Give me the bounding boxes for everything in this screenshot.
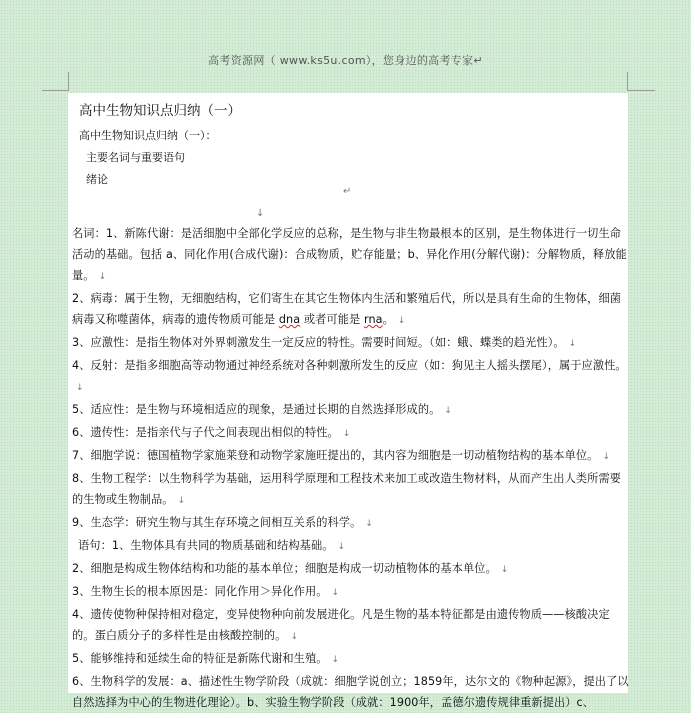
paragraph-8: 8、生物工程学：以生物科学为基础，运用科学原理和工程技术来加工或改造生物材料，从而产生出人类所需要的生物或生物制品。 ↓ [72, 472, 622, 506]
chapter-heading: 绪论 [86, 173, 108, 186]
paragraph-down-mark: ↓ [256, 208, 265, 219]
document-body [72, 103, 632, 713]
crop-mark-right-v [627, 72, 628, 91]
crop-mark-left-h [42, 90, 69, 91]
section-heading: 主要名词与重要语句 [86, 151, 185, 164]
spellcheck-word-rna: rna [363, 313, 383, 326]
paragraph-6: 6、遗传性：是指亲代与子代之间表现出相似的特性。 ↓ [72, 426, 351, 439]
paragraph-10: 语句：1、生物体具有共同的物质基础和结构基础。 ↓ [78, 539, 346, 552]
crop-mark-right-h [628, 90, 655, 91]
paragraph-1: 名词：1、新陈代谢：是活细胞中全部化学反应的总称，是生物与非生物最根本的区别，是生物体进行一切生命活动的基础。包括 a、同化作用(合成代谢)：合成物质，贮存能量；b、异化作用(分解代谢)：分解物质，释放能量。 ↓ [72, 227, 627, 282]
crop-mark-left-v [68, 72, 69, 91]
doc-subtitle: 高中生物知识点归纳（一）： [79, 129, 217, 142]
paragraph-3: 3、应激性：是指生物体对外界刺激发生一定反应的特性。需要时间短。（如：蛾、蝶类的趋光性）。 ↓ [72, 336, 577, 349]
paragraph-13: 4、遗传使物种保持相对稳定，变异使物种向前发展进化。凡是生物的基本特征都是由遗传物质——核酸决定的。蛋白质分子的多样性是由核酸控制的。 ↓ [72, 608, 610, 642]
spellcheck-word-dna: dna [278, 313, 301, 326]
paragraph-7: 7、细胞学说：德国植物学家施莱登和动物学家施旺提出的，其内容为细胞是一切动植物结构的基本单位。 ↓ [72, 449, 611, 462]
paragraph-15: 6、生物科学的发展：a、描述性生物学阶段（成就：细胞学说创立；1859年，达尔文的《物种起源》，提出了以自然选择为中心的生物进化理论）。b、实验生物学阶段（成就：1900年，孟德尔遗传规律重新提出）c、 [72, 675, 629, 709]
paragraph-9: 9、生态学：研究生物与其生存环境之间相互关系的科学。 ↓ [72, 516, 374, 529]
paragraph-4: 4、反射：是指多细胞高等动物通过神经系统对各种刺激所发生的反应（如：狗见主人摇头摆尾），属于应激性。↓ [72, 359, 627, 393]
paragraph-14: 5、能够维持和延续生命的特征是新陈代谢和生殖。 ↓ [72, 652, 340, 665]
page-header-text: 高考资源网（ www.ks5u.com），您身边的高考专家↵ [208, 54, 483, 67]
paragraph-return-mark: ↵ [343, 186, 352, 197]
paragraph-5: 5、适应性：是生物与环境相适应的现象，是通过长期的自然选择形成的。 ↓ [72, 403, 453, 416]
doc-title: 高中生物知识点归纳（一） [79, 103, 241, 119]
paragraph-12: 3、生物生长的根本原因是：同化作用＞异化作用。 ↓ [72, 585, 340, 598]
paragraph-11: 2、细胞是构成生物体结构和功能的基本单位；细胞是构成一切动植物体的基本单位。 ↓ [72, 562, 509, 575]
paragraph-2: 2、病毒：属于生物，无细胞结构，它们寄生在其它生物体内生活和繁殖后代，所以是具有生命的生物体，细菌病毒又称噬菌体，病毒的遗传物质可能是 dna 或者可能是 rna。 ↓ [72, 292, 622, 326]
